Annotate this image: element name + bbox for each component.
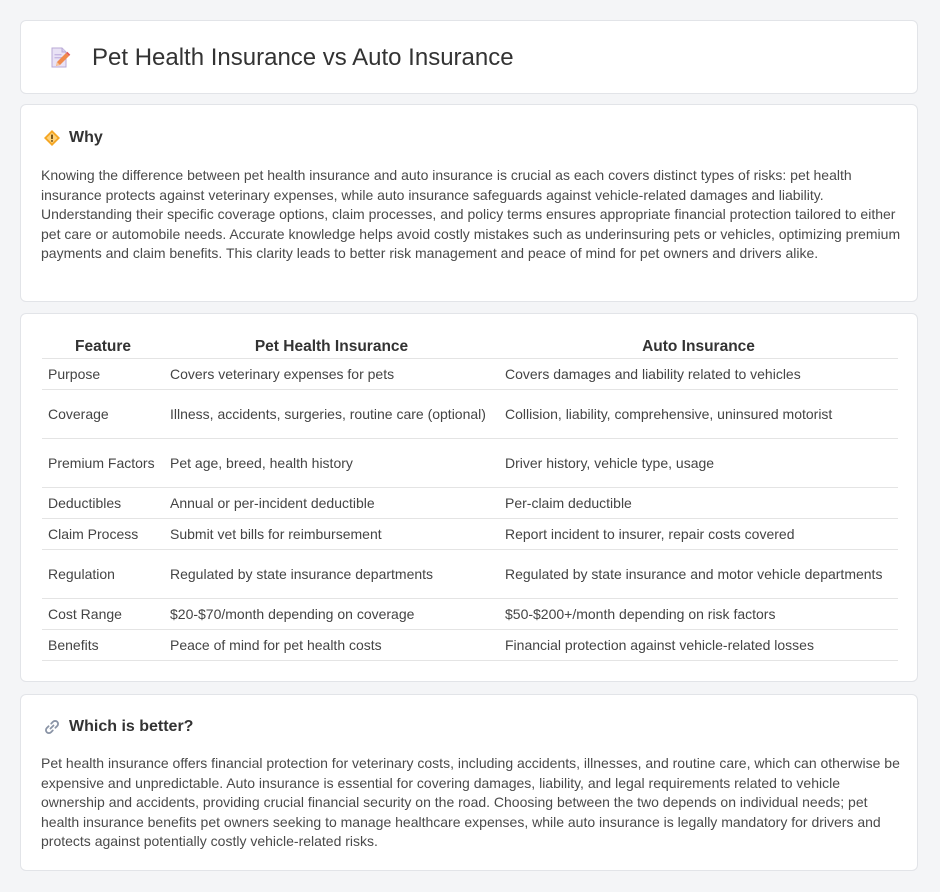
table-row — [42, 488, 898, 519]
comparison-table-card — [20, 313, 918, 682]
pet-cell: Submit vet bills for reimbursement — [164, 519, 499, 550]
auto-cell: Report incident to insurer, repair costs covered — [499, 519, 898, 550]
feature-cell: Premium Factors — [42, 439, 164, 488]
auto-cell: Collision, liability, comprehensive, uninsured motorist — [499, 390, 898, 439]
document-pencil-icon — [47, 46, 71, 70]
column-header-feature: Feature — [42, 335, 164, 359]
table-row — [42, 599, 898, 630]
auto-cell: Per-claim deductible — [499, 488, 898, 519]
auto-cell: $50-$200+/month depending on risk factors — [499, 599, 898, 630]
feature-cell: Deductibles — [42, 488, 164, 519]
pet-cell: $20-$70/month depending on coverage — [164, 599, 499, 630]
table-row — [42, 630, 898, 661]
pet-cell: Peace of mind for pet health costs — [164, 630, 499, 661]
why-paragraph: Knowing the difference between pet health insurance and auto insurance is crucial as each covers distinct types of risks: pet health insurance protects against veterinary expenses, while auto insurance safeguards against vehicle-related damages and liability. Understanding their specific coverage options, claim processes, and policy terms ensures appropriate financial protection tailored to either pet care or automobile needs. Accurate knowledge helps avoid costly mistakes such as underinsuring pets or vehicles, optimizing premium payments and claim benefits. This clarity leads to better risk management and peace of mind for pet owners and drivers alike. — [41, 167, 901, 261]
auto-cell: Driver history, vehicle type, usage — [499, 439, 898, 488]
pet-cell: Regulated by state insurance departments — [164, 550, 499, 599]
feature-cell: Coverage — [42, 390, 164, 439]
link-icon — [43, 718, 61, 736]
auto-cell: Financial protection against vehicle-related losses — [499, 630, 898, 661]
page-title: Pet Health Insurance vs Auto Insurance — [92, 44, 514, 71]
which-is-better-section — [20, 694, 918, 871]
feature-cell: Claim Process — [42, 519, 164, 550]
table-row — [42, 359, 898, 390]
diamond-warning-icon — [43, 129, 61, 147]
better-heading-row — [43, 717, 193, 737]
why-heading-row — [43, 128, 103, 148]
better-heading: Which is better? — [69, 718, 194, 735]
auto-cell: Regulated by state insurance and motor vehicle departments — [499, 550, 898, 599]
table-row — [42, 519, 898, 550]
better-paragraph: Pet health insurance offers financial protection for veterinary costs, including accidents, illnesses, and routine care, which can otherwise be expensive and unpredictable. Auto insurance is essential for covering damages, liability, and legal requirements related to vehicle ownership and accidents, providing crucial financial security on the road. Choosing between the two depends on individual needs; pet health insurance benefits pet owners seeking to manage healthcare expenses, while auto insurance is legally mandatory for drivers and protects against potentially costly vehicle-related risks. — [41, 755, 900, 849]
table-row — [42, 390, 898, 439]
pet-cell: Illness, accidents, surgeries, routine care (optional) — [164, 390, 499, 439]
why-section — [20, 104, 918, 302]
pet-cell: Covers veterinary expenses for pets — [164, 359, 499, 390]
column-header-pet: Pet Health Insurance — [164, 335, 499, 359]
auto-cell: Covers damages and liability related to vehicles — [499, 359, 898, 390]
pet-cell: Pet age, breed, health history — [164, 439, 499, 488]
why-heading: Why — [69, 129, 103, 146]
header-card — [20, 20, 918, 94]
feature-cell: Cost Range — [42, 599, 164, 630]
comparison-table — [42, 335, 898, 661]
table-row — [42, 439, 898, 488]
feature-cell: Regulation — [42, 550, 164, 599]
feature-cell: Purpose — [42, 359, 164, 390]
table-row — [42, 550, 898, 599]
feature-cell: Benefits — [42, 630, 164, 661]
pet-cell: Annual or per-incident deductible — [164, 488, 499, 519]
column-header-auto: Auto Insurance — [499, 335, 898, 359]
table-header-row — [42, 335, 898, 359]
